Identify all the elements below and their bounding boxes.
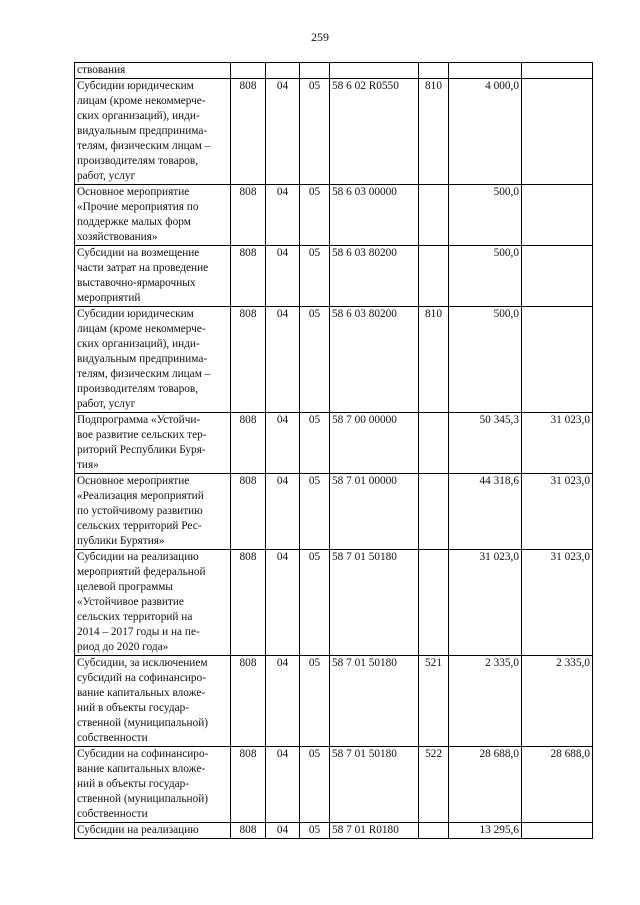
cell-expense-type (419, 63, 449, 79)
cell-name: Основное мероприятие «Прочие мероприятия по поддержке малых форм хозяйствования» (75, 185, 231, 246)
cell-expense-type (419, 413, 449, 474)
cell-expense-type (419, 550, 449, 656)
cell-section: 04 (266, 474, 300, 550)
table-row (75, 474, 593, 550)
cell-amount-1: 500,0 (449, 185, 522, 246)
table-row (75, 656, 593, 747)
cell-amount-1: 50 345,3 (449, 413, 522, 474)
cell-section: 04 (266, 747, 300, 823)
cell-section: 04 (266, 246, 300, 307)
cell-section: 04 (266, 550, 300, 656)
cell-amount-1: 28 688,0 (449, 747, 522, 823)
cell-target-article: 58 7 01 50180 (330, 656, 419, 747)
table-row (75, 823, 593, 839)
cell-amount-1: 4 000,0 (449, 79, 522, 185)
cell-amount-1: 2 335,0 (449, 656, 522, 747)
cell-amount-1: 31 023,0 (449, 550, 522, 656)
cell-subsection: 05 (300, 823, 330, 839)
cell-ministry: 808 (231, 823, 266, 839)
cell-expense-type: 522 (419, 747, 449, 823)
cell-target-article (330, 63, 419, 79)
cell-target-article: 58 7 01 50180 (330, 747, 419, 823)
cell-amount-2: 31 023,0 (522, 550, 593, 656)
table-row (75, 246, 593, 307)
cell-section: 04 (266, 413, 300, 474)
cell-target-article: 58 6 02 R0550 (330, 79, 419, 185)
cell-amount-2 (522, 823, 593, 839)
cell-amount-2 (522, 307, 593, 413)
cell-name: Субсидии юридическим лицам (кроме некоммерче- ских организаций), инди- видуальным предпринима- телям, физическим лицам – производителям товаров, работ, услуг (75, 79, 231, 185)
table-row (75, 747, 593, 823)
cell-name: Субсидии на возмещение части затрат на проведение выставочно-ярмарочных мероприятий (75, 246, 231, 307)
cell-target-article: 58 6 03 80200 (330, 307, 419, 413)
cell-amount-2: 31 023,0 (522, 474, 593, 550)
cell-section: 04 (266, 185, 300, 246)
cell-subsection: 05 (300, 79, 330, 185)
table-row (75, 79, 593, 185)
cell-name: Субсидии юридическим лицам (кроме некоммерче- ских организаций), инди- видуальным предпринима- телям, физическим лицам – производителям товаров, работ, услуг (75, 307, 231, 413)
cell-subsection: 05 (300, 185, 330, 246)
cell-target-article: 58 6 03 00000 (330, 185, 419, 246)
cell-subsection (300, 63, 330, 79)
page-number: 259 (311, 30, 329, 44)
cell-name: Субсидии, за исключением субсидий на софинансиро- вание капитальных вложе- ний в объекты государ- ственной (муниципальной) собственности (75, 656, 231, 747)
cell-expense-type (419, 185, 449, 246)
cell-subsection: 05 (300, 656, 330, 747)
cell-amount-2: 28 688,0 (522, 747, 593, 823)
cell-target-article: 58 6 03 80200 (330, 246, 419, 307)
cell-amount-1: 500,0 (449, 246, 522, 307)
table-row (75, 413, 593, 474)
cell-expense-type (419, 246, 449, 307)
cell-subsection: 05 (300, 747, 330, 823)
cell-amount-1: 13 295,6 (449, 823, 522, 839)
cell-name: Субсидии на реализацию мероприятий федеральной целевой программы «Устойчивое развитие сельских территорий на 2014 – 2017 годы и на пе- риод до 2020 года» (75, 550, 231, 656)
cell-section: 04 (266, 823, 300, 839)
cell-ministry: 808 (231, 747, 266, 823)
cell-target-article: 58 7 01 50180 (330, 550, 419, 656)
cell-amount-2 (522, 246, 593, 307)
cell-amount-2: 31 023,0 (522, 413, 593, 474)
cell-name: Подпрограмма «Устойчи- вое развитие сельских тер- риторий Республики Буря- тия» (75, 413, 231, 474)
cell-expense-type: 810 (419, 79, 449, 185)
cell-name: Субсидии на софинансиро- вание капитальных вложе- ний в объекты государ- ственной (муниципальной) собственности (75, 747, 231, 823)
cell-subsection: 05 (300, 307, 330, 413)
cell-amount-1: 500,0 (449, 307, 522, 413)
cell-section: 04 (266, 656, 300, 747)
cell-ministry: 808 (231, 656, 266, 747)
cell-section: 04 (266, 307, 300, 413)
cell-expense-type: 810 (419, 307, 449, 413)
cell-section: 04 (266, 79, 300, 185)
cell-subsection: 05 (300, 413, 330, 474)
cell-subsection: 05 (300, 474, 330, 550)
cell-subsection: 05 (300, 246, 330, 307)
cell-ministry: 808 (231, 246, 266, 307)
cell-section (266, 63, 300, 79)
cell-amount-2 (522, 79, 593, 185)
cell-name: ствования (75, 63, 231, 79)
table-row (75, 307, 593, 413)
cell-expense-type (419, 474, 449, 550)
cell-amount-1 (449, 63, 522, 79)
cell-ministry: 808 (231, 185, 266, 246)
cell-ministry: 808 (231, 474, 266, 550)
cell-expense-type: 521 (419, 656, 449, 747)
cell-target-article: 58 7 01 00000 (330, 474, 419, 550)
cell-amount-2 (522, 185, 593, 246)
cell-expense-type (419, 823, 449, 839)
budget-table (74, 62, 593, 839)
cell-name: Основное мероприятие «Реализация мероприятий по устойчивому развитию сельских территорий Рес- публики Бурятия» (75, 474, 231, 550)
table-row (75, 185, 593, 246)
cell-name: Субсидии на реализацию (75, 823, 231, 839)
cell-target-article: 58 7 01 R0180 (330, 823, 419, 839)
table-row (75, 63, 593, 79)
cell-amount-2 (522, 63, 593, 79)
cell-ministry: 808 (231, 307, 266, 413)
table-row (75, 550, 593, 656)
cell-amount-1: 44 318,6 (449, 474, 522, 550)
cell-amount-2: 2 335,0 (522, 656, 593, 747)
cell-ministry: 808 (231, 413, 266, 474)
cell-ministry: 808 (231, 79, 266, 185)
cell-ministry: 808 (231, 550, 266, 656)
cell-subsection: 05 (300, 550, 330, 656)
cell-ministry (231, 63, 266, 79)
cell-target-article: 58 7 00 00000 (330, 413, 419, 474)
